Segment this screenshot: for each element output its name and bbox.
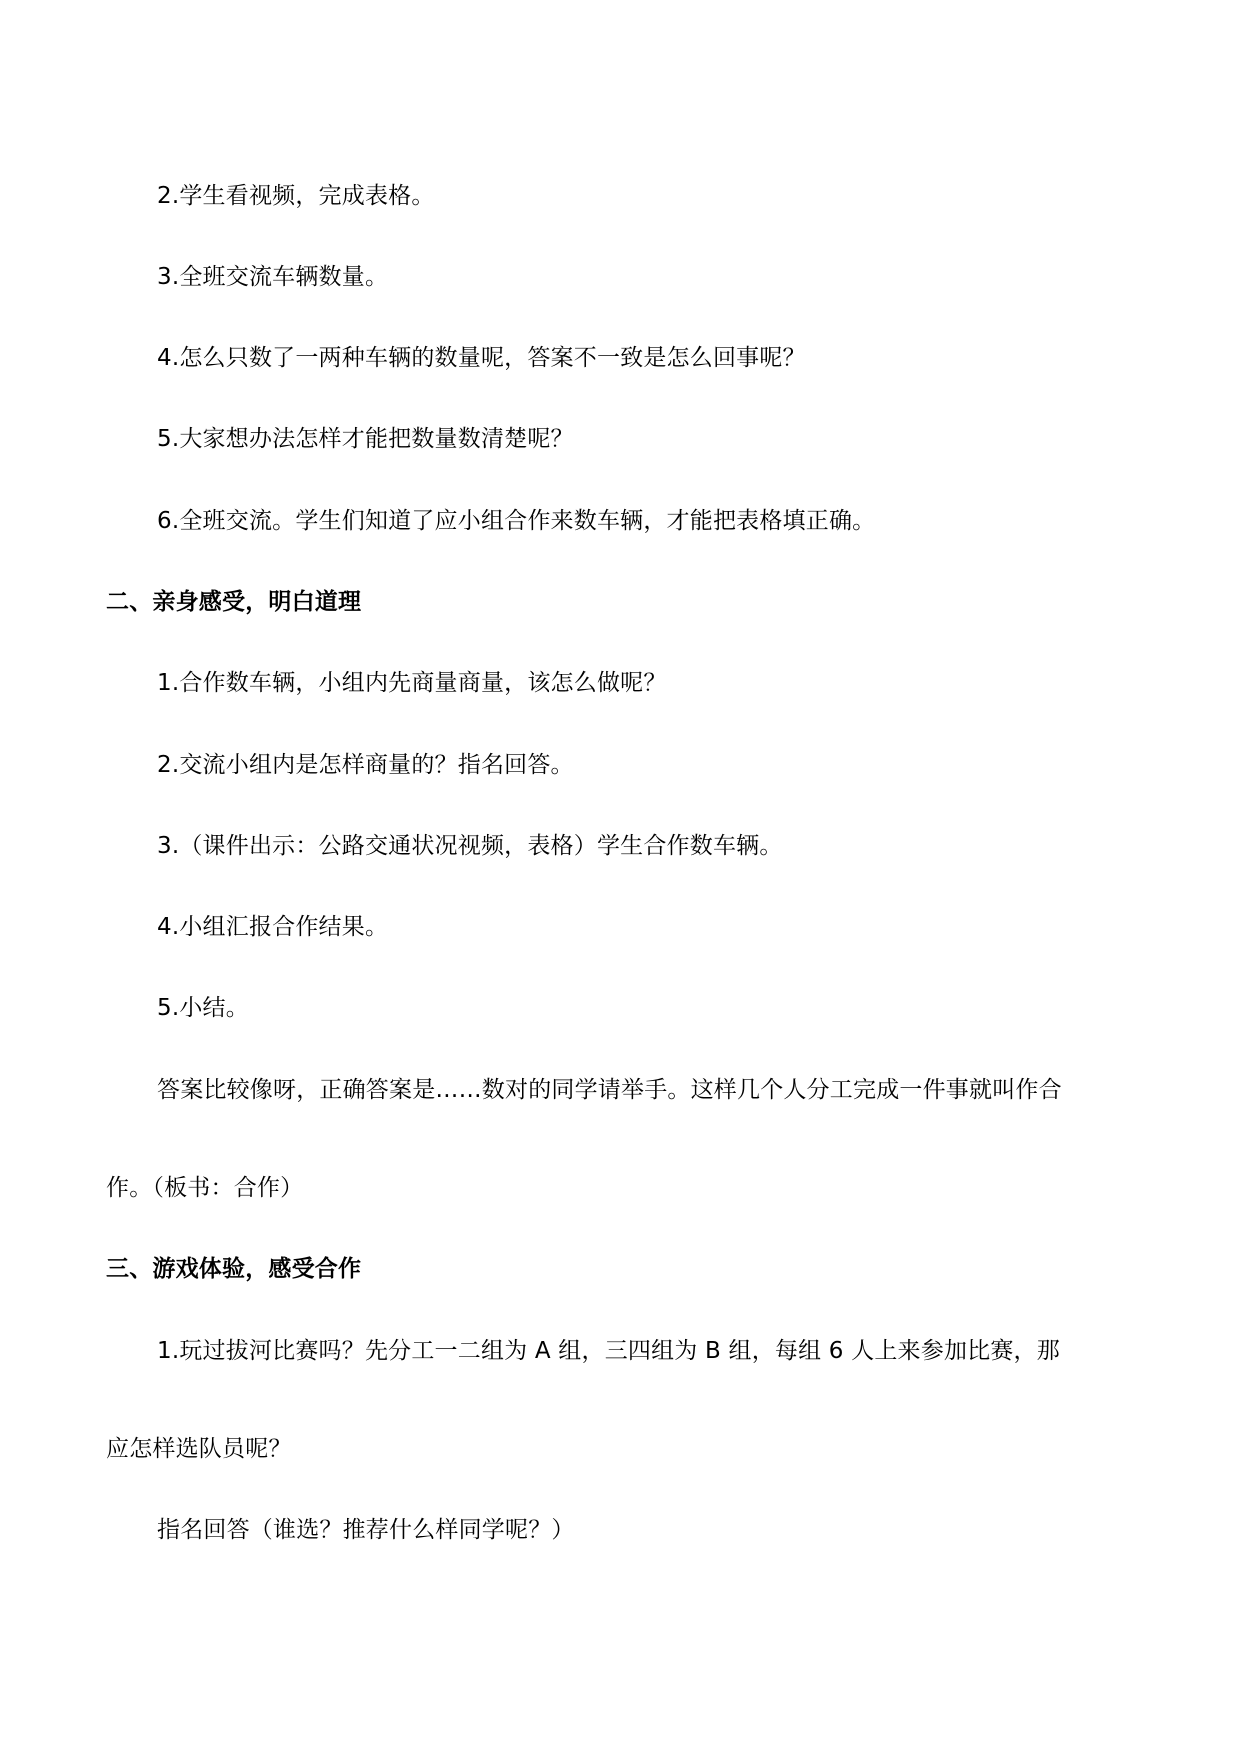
section-2-step-5: 5.小结。 bbox=[157, 995, 249, 1021]
section-3-step-2: 指名回答（谁选？推荐什么样同学呢？） bbox=[157, 1517, 575, 1543]
step-4-line: 4.怎么只数了一两种车辆的数量呢，答案不一致是怎么回事呢？ bbox=[157, 345, 806, 371]
section-2-heading: 二、亲身感受，明白道理 bbox=[106, 589, 362, 615]
step-2-line: 2.学生看视频，完成表格。 bbox=[157, 183, 435, 209]
step-3-line: 3.全班交流车辆数量。 bbox=[157, 264, 389, 290]
summary-paragraph-line-1: 答案比较像呀，正确答案是……数对的同学请举手。这样几个人分工完成一件事就叫作合 bbox=[157, 1077, 1062, 1103]
section-2-step-4: 4.小组汇报合作结果。 bbox=[157, 914, 389, 940]
step-5-line: 5.大家想办法怎样才能把数量数清楚呢？ bbox=[157, 426, 574, 452]
section-2-step-1: 1.合作数车辆，小组内先商量商量，该怎么做呢？ bbox=[157, 670, 667, 696]
summary-paragraph-line-2: 作。（板书：合作） bbox=[106, 1175, 304, 1201]
section-3-step-1-line-1: 1.玩过拔河比赛吗？先分工一二组为 A 组，三四组为 B 组，每组 6 人上来参加比赛，那 bbox=[157, 1338, 1060, 1364]
section-2-step-2: 2.交流小组内是怎样商量的？指名回答。 bbox=[157, 752, 574, 778]
section-2-step-3: 3.（课件出示：公路交通状况视频，表格）学生合作数车辆。 bbox=[157, 833, 783, 859]
step-6-line: 6.全班交流。学生们知道了应小组合作来数车辆，才能把表格填正确。 bbox=[157, 508, 876, 534]
section-3-step-1-line-2: 应怎样选队员呢？ bbox=[106, 1436, 292, 1462]
section-3-heading: 三、游戏体验，感受合作 bbox=[106, 1256, 362, 1282]
